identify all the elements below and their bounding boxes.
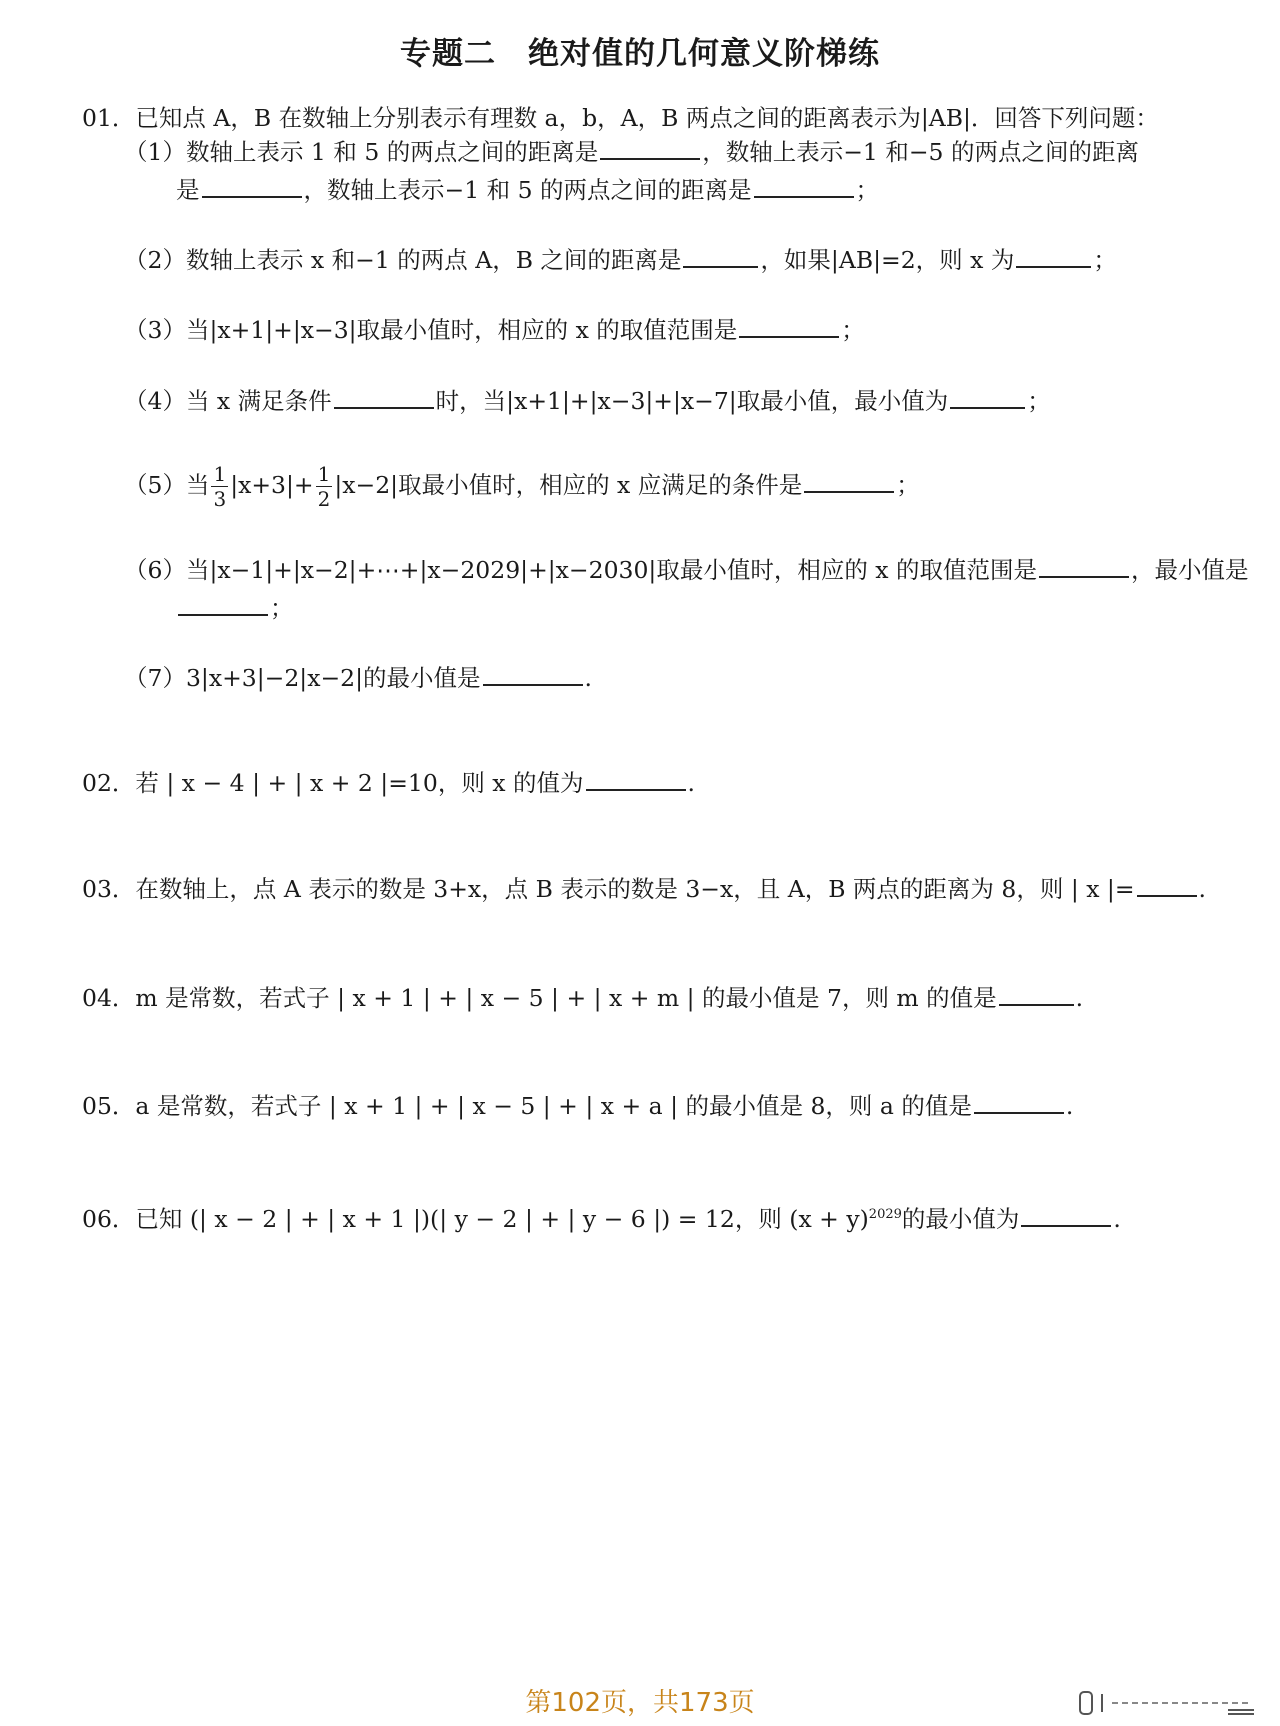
q01-p6c-text: ；	[270, 594, 294, 622]
q01-p6a-text: （6）当|x−1|+|x−2|+⋯+|x−2029|+|x−2030|取最小值时，相应的 x 的取值范围是	[124, 556, 1038, 584]
q02-end: .	[687, 769, 695, 797]
q01-part5	[124, 462, 920, 511]
answer-blank[interactable]	[804, 467, 894, 493]
q06-text2: 的最小值为	[901, 1204, 1020, 1233]
answer-blank[interactable]	[739, 312, 839, 338]
q01-part6-line1	[124, 552, 1249, 588]
fraction-one-third	[211, 462, 228, 511]
fraction-denominator: 2	[317, 487, 331, 511]
q03	[82, 871, 1206, 907]
answer-blank[interactable]	[202, 172, 302, 198]
answer-blank[interactable]	[1137, 871, 1197, 897]
q01-part4	[124, 383, 1051, 419]
q06	[82, 1197, 1121, 1237]
q06-exponent: 2029	[868, 1207, 902, 1222]
q01-p2a-text: （2）数轴上表示 x 和−1 的两点 A，B 之间的距离是	[124, 246, 682, 274]
q01-p4c-text: ；	[1027, 387, 1051, 415]
q01-p1e-text: ；	[855, 176, 880, 204]
answer-blank[interactable]	[950, 383, 1025, 409]
answer-blank[interactable]	[1039, 552, 1129, 578]
q01-part1-line1	[124, 134, 1139, 170]
q01-p2b-text: ，如果|AB|=2，则 x 为	[760, 246, 1015, 274]
fraction-numerator: 1	[317, 462, 331, 486]
fraction-one-half	[316, 462, 333, 511]
q01-p1d-text: ，数轴上表示−1 和 5 的两点之间的距离是	[303, 176, 752, 204]
q01-p5b-text: |x+3|+	[230, 471, 314, 499]
q01-p5c-text: |x−2|取最小值时，相应的 x 应满足的条件是	[334, 471, 803, 499]
q01-part7	[124, 660, 592, 696]
q01-p7a-text: （7）3|x+3|−2|x−2|的最小值是	[124, 664, 481, 692]
answer-blank[interactable]	[586, 765, 686, 791]
q01-p1c-text: 是	[176, 176, 200, 204]
q01-p6b-text: ，最小值是	[1131, 556, 1249, 584]
q01-intro-text: 01．已知点 A，B 在数轴上分别表示有理数 a，b，A，B 两点之间的距离表示为|AB|．回答下列问题：	[82, 104, 1159, 132]
q06-end: .	[1113, 1204, 1121, 1233]
page-title: 专题二 绝对值的几何意义阶梯练	[400, 36, 880, 72]
q01-p7b-text: .	[584, 664, 592, 692]
q05-text: 05．a 是常数，若式子 | x + 1 | + | x − 5 | + | x + a | 的最小值是 8，则 a 的值是	[82, 1092, 972, 1120]
answer-blank[interactable]	[1016, 242, 1091, 268]
q01-part2	[124, 242, 1117, 278]
q04	[82, 980, 1083, 1016]
q03-text: 03．在数轴上，点 A 表示的数是 3+x，点 B 表示的数是 3−x，且 A，B 两点的距离为 8，则 | x |=	[82, 875, 1135, 903]
answer-blank[interactable]	[999, 980, 1074, 1006]
answer-blank[interactable]	[483, 660, 583, 686]
fraction-numerator: 1	[213, 462, 227, 486]
q01-part3	[124, 312, 865, 348]
q01-p5a-text: （5）当	[124, 471, 210, 499]
q02	[82, 765, 695, 801]
q01-p3b-text: ；	[841, 316, 865, 344]
scrollbar-icon[interactable]	[1078, 1688, 1258, 1718]
q03-end: .	[1198, 875, 1207, 903]
q01-p3a-text: （3）当|x+1|+|x−3|取最小值时，相应的 x 的取值范围是	[124, 316, 738, 344]
q01-p5d-text: ；	[896, 471, 920, 499]
answer-blank[interactable]	[178, 590, 268, 616]
q04-end: .	[1075, 984, 1084, 1012]
q02-text: 02．若 | x − 4 | + | x + 2 |=10，则 x 的值为	[82, 769, 584, 797]
page-number: 第102页，共173页	[525, 1688, 755, 1718]
answer-blank[interactable]	[600, 134, 700, 160]
q01-part6-line2	[176, 590, 294, 626]
q05	[82, 1088, 1073, 1124]
q01-p4a-text: （4）当 x 满足条件	[124, 387, 332, 415]
q01-part1-line2	[176, 172, 879, 208]
q01-p1b-text: ，数轴上表示−1 和−5 的两点之间的距离	[702, 138, 1139, 166]
q01-p1a-text: （1）数轴上表示 1 和 5 的两点之间的距离是	[124, 138, 599, 166]
q01-p4b-text: 时，当|x+1|+|x−3|+|x−7|取最小值，最小值为	[435, 387, 949, 415]
q04-text: 04．m 是常数，若式子 | x + 1 | + | x − 5 | + | x + m | 的最小值是 7，则 m 的值是	[82, 984, 997, 1012]
answer-blank[interactable]	[683, 242, 758, 268]
q06-text: 06．已知 (| x − 2 | + | x + 1 |)(| y − 2 | + | y − 6 |) = 12，则 (x + y)	[82, 1204, 869, 1233]
answer-blank[interactable]	[754, 172, 854, 198]
q01-intro	[82, 100, 1159, 136]
q05-end: .	[1065, 1092, 1074, 1120]
answer-blank[interactable]	[1021, 1201, 1111, 1227]
q01-p2c-text: ；	[1093, 246, 1117, 274]
answer-blank[interactable]	[974, 1088, 1064, 1114]
fraction-denominator: 3	[213, 487, 227, 511]
answer-blank[interactable]	[334, 383, 434, 409]
